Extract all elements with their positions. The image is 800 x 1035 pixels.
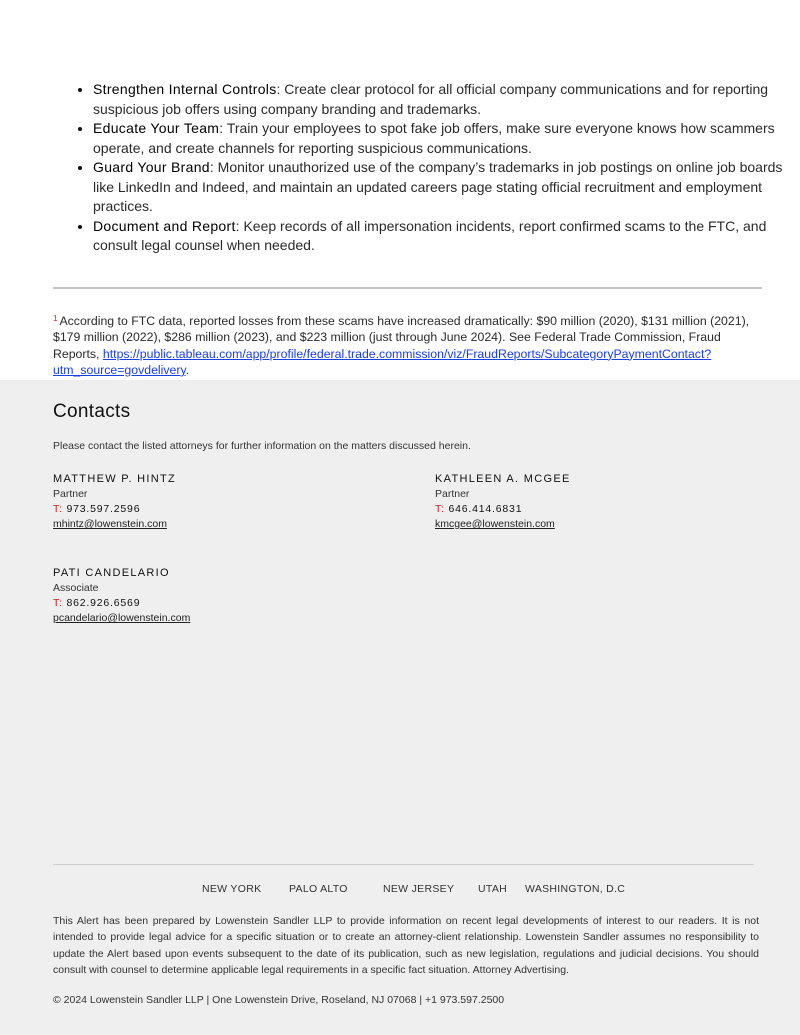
footnote-marker: 1 xyxy=(53,314,58,323)
contact-card xyxy=(435,473,735,530)
contact-phone[interactable] xyxy=(53,503,353,515)
contact-phone[interactable] xyxy=(435,503,735,515)
bullet-separator: : xyxy=(276,81,285,97)
office-location: WASHINGTON, D.C xyxy=(525,883,626,895)
copyright: © 2024 Lowenstein Sandler LLP | One Lowenstein Drive, Roseland, NJ 07068 | +1 973.597.2500 xyxy=(53,994,505,1006)
bullet-term: Document and Report xyxy=(93,217,236,234)
bullet-separator: : xyxy=(235,217,244,234)
phone-label: T: xyxy=(53,503,63,515)
office-location: NEW JERSEY xyxy=(383,883,455,895)
phone-label: T: xyxy=(53,597,63,609)
recommendations-list xyxy=(70,80,793,256)
contacts-intro: Please contact the listed attorneys for further information on the matters discussed herein. xyxy=(53,440,471,452)
contact-name: PATI CANDELARIO xyxy=(53,567,170,579)
phone-number: 862.926.6569 xyxy=(66,597,141,609)
contact-role: Partner xyxy=(53,488,88,500)
bullet-separator: : xyxy=(209,159,218,175)
list-item xyxy=(93,80,793,119)
office-location: PALO ALTO xyxy=(289,883,348,895)
bullet-text: Train your employees to spot fake job offers, make sure everyone knows how scammers operate, and create channels for reporting suspicious communications. xyxy=(93,120,775,156)
contact-name: MATTHEW P. HINTZ xyxy=(53,473,177,485)
contact-phone[interactable] xyxy=(53,597,353,609)
footnote-divider xyxy=(53,287,762,289)
footnote xyxy=(53,311,765,378)
footer-divider xyxy=(53,864,754,865)
list-item xyxy=(93,119,793,158)
bullet-term: Strengthen Internal Controls xyxy=(93,81,277,97)
contact-card xyxy=(53,567,353,624)
contact-card xyxy=(53,473,353,530)
phone-number: 973.597.2596 xyxy=(66,503,141,515)
contact-role: Partner xyxy=(435,488,470,500)
phone-label: T: xyxy=(435,503,445,515)
bullet-text: Keep records of all impersonation incidents, report confirmed scams to the FTC, and consult legal counsel when needed. xyxy=(93,217,767,253)
footnote-text: According to FTC data, reported losses from these scams have increased dramatically: $90 million (2020), $131 million (2021), $179 million (2022), $286 million (2023), and $223 million (just through June 2024). See Federal Trade Commission, Fraud Reports, xyxy=(53,314,750,361)
bullet-term: Guard Your Brand xyxy=(93,159,210,175)
footnote-end: . xyxy=(185,362,190,377)
office-location: NEW YORK xyxy=(202,883,262,895)
bullet-text: Monitor unauthorized use of the company’s trademarks in job postings on online job boards like LinkedIn and Indeed, and maintain an updated careers page stating official recruitment and employment practices. xyxy=(93,159,783,214)
office-location: UTAH xyxy=(478,883,508,895)
contact-email-link[interactable]: kmcgee@lowenstein.com xyxy=(435,518,555,530)
list-item xyxy=(93,158,793,217)
list-item xyxy=(93,217,793,256)
footnote-link[interactable]: https://public.tableau.com/app/profile/federal.trade.commission/viz/FraudReports/SubcategoryPaymentContact?utm_source=govdelivery xyxy=(53,346,712,377)
bullet-separator: : xyxy=(219,120,227,136)
bullet-text: Create clear protocol for all official company communications and for reporting suspicious job offers using company branding and trademarks. xyxy=(93,81,769,117)
phone-number: 646.414.6831 xyxy=(448,503,523,515)
contact-role: Associate xyxy=(53,582,99,594)
disclaimer: This Alert has been prepared by Lowenstein Sandler LLP to provide information on recent legal developments of interest to our readers. It is not intended to provide legal advice for a specific situation or to create an attorney-client relationship. Lowenstein Sandler assumes no responsibility to update the Alert based upon events subsequent to the date of its publication, such as new legislation, regulations and judicial decisions. You should consult with counsel to determine applicable legal requirements in a specific fact situation. Attorney Advertising. xyxy=(53,915,759,976)
contact-email-link[interactable]: mhintz@lowenstein.com xyxy=(53,518,167,530)
contacts-title: Contacts xyxy=(53,401,131,422)
contact-name: KATHLEEN A. MCGEE xyxy=(435,473,571,485)
bullet-term: Educate Your Team xyxy=(93,120,220,136)
contact-email-link[interactable]: pcandelario@lowenstein.com xyxy=(53,612,191,624)
